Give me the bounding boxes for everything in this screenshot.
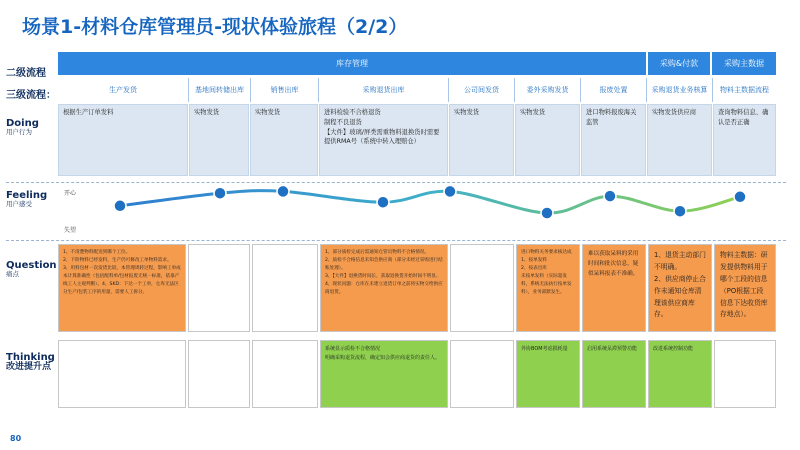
thinking-cell-6: 外协BOM考虑损耗量	[516, 340, 580, 408]
doing-cell-6: 实物发货	[515, 104, 580, 176]
question-cell-3	[252, 244, 318, 332]
page-number: 80	[10, 434, 22, 443]
thinking-cell-5	[450, 340, 514, 408]
row-label-doing-title: Doing	[6, 118, 39, 129]
row-label-level3: 三级流程：	[6, 90, 56, 101]
level3-intercompany-delivery: 公司间发货	[448, 78, 514, 102]
question-cell-6: 进口物料关务要求核达成 1、按单发料 2、按表出库 未按单发料（实际超发料，系统无法执行按单发料），业务部默发生。	[516, 244, 580, 332]
row-label-question-title: Question	[6, 260, 57, 271]
feeling-point-8	[674, 205, 686, 217]
question-cell-2	[188, 244, 250, 332]
question-cell-1: 1、不清楚物料配送到哪个工位。 2、下阶物料已经发料，生产仍可修改工单物料需求。 3、用料包材一次发货比较，本管理周转过程，影响工单成本计算准确性（包括配料单/包材报废无统一标准，依靠产线工人主观判断）。4、SKD：下达一个工单，仓库无法区分生产/包装工序的用量，需要人工拆分。	[58, 244, 186, 332]
doing-cell-2: 实物发货	[189, 104, 249, 176]
feeling-point-7	[604, 190, 616, 202]
thinking-cell-2	[188, 340, 250, 408]
row-label-feeling-title: Feeling	[6, 190, 48, 201]
level3-intersite-transfer: 基地间转储出库	[188, 78, 250, 102]
feeling-point-3	[277, 185, 289, 197]
feeling-point-1	[114, 200, 126, 212]
level3-production-issue: 生产发货	[58, 78, 188, 102]
doing-cell-3: 实物发货	[250, 104, 318, 176]
feeling-point-2	[214, 187, 226, 199]
doing-cell-5: 实物发货	[449, 104, 514, 176]
level3-material-master: 物料主数据流程	[712, 78, 776, 102]
feeling-scale-happy: 开心	[64, 190, 77, 197]
doing-cell-1: 根据生产订单发料	[58, 104, 188, 176]
row-label-feeling-sub: 用户感受	[6, 200, 32, 208]
thinking-cell-9	[714, 340, 776, 408]
level2-inventory-management: 库存管理	[58, 52, 646, 75]
row-label-doing-sub: 用户行为	[6, 128, 32, 136]
level2-purchase-payment: 采购&付款	[648, 52, 710, 75]
row-label-question-sub: 痛点	[6, 270, 19, 278]
doing-cell-4: 进料检验不合格退货 制程不良退货 【大件】玻璃/屏类需重物料退换货时需要提供RMA号（系统中转入理赔仓）	[319, 104, 448, 176]
thinking-cell-7: 启用系统呆滞预警功能	[582, 340, 646, 408]
level3-return-accounting: 采购退货业务核算	[646, 78, 712, 102]
feeling-point-4	[377, 196, 389, 208]
question-cell-7: 难以获取呆料的采用时间和批次信息，疑似呆料报表不准确。	[582, 244, 646, 332]
doing-cell-7: 进口物料报废海关监管	[581, 104, 646, 176]
feeling-scale-disappointed: 失望	[64, 227, 77, 234]
feeling-point-5	[444, 185, 456, 197]
feeling-curve-line	[120, 191, 740, 213]
thinking-cell-4: 系统显示质检不合格情况 明确采购退货流程，确定知会供应商退货的责任人。	[320, 340, 448, 408]
level3-scrap-disposal: 报废处置	[580, 78, 646, 102]
row-label-level2: 二级流程	[6, 68, 46, 79]
feeling-point-9	[734, 191, 746, 203]
level3-subcontract-delivery: 委外采购发货	[514, 78, 580, 102]
question-cell-9: 物料主数据：研发提供物料用于哪个工段的信息（PO根据工段信息下达收货库存地点）。	[714, 244, 776, 332]
page-title: 场景1-材料仓库管理员-现状体验旅程（2/2）	[22, 16, 408, 38]
level3-purchase-return: 采购退货出库	[318, 78, 448, 102]
thinking-cell-3	[252, 340, 318, 408]
question-cell-4: 1、部分质检完成后需通知仓管员物料不合格情况。 2、质检不合格信息未知会供应商（部分未经过采购进行结账处理）。 3、【大件】退换货时间长，获取退换货开始时间不明显。 4、现状问题：仓库在未建立退货订单之前将实物交给供应商退货。	[320, 244, 448, 332]
row-label-thinking-title: Thinking	[6, 352, 55, 363]
level3-sales-issue: 销售出库	[250, 78, 318, 102]
doing-cell-8: 实物发货供应商	[647, 104, 712, 176]
thinking-cell-8: 改进系统控制功能	[648, 340, 712, 408]
question-cell-8: 1、退货主动部门不明确。 2、供应商停止合作未通知仓库清理该供应商库存。	[648, 244, 712, 332]
level2-purchase-master-data: 采购主数据	[712, 52, 776, 75]
doing-cell-9: 查询物料信息、确认是否正确	[713, 104, 776, 176]
question-cell-5	[450, 244, 514, 332]
row-label-thinking-sub: 改进提升点	[6, 362, 52, 372]
thinking-cell-1	[58, 340, 186, 408]
feeling-point-6	[541, 207, 553, 219]
